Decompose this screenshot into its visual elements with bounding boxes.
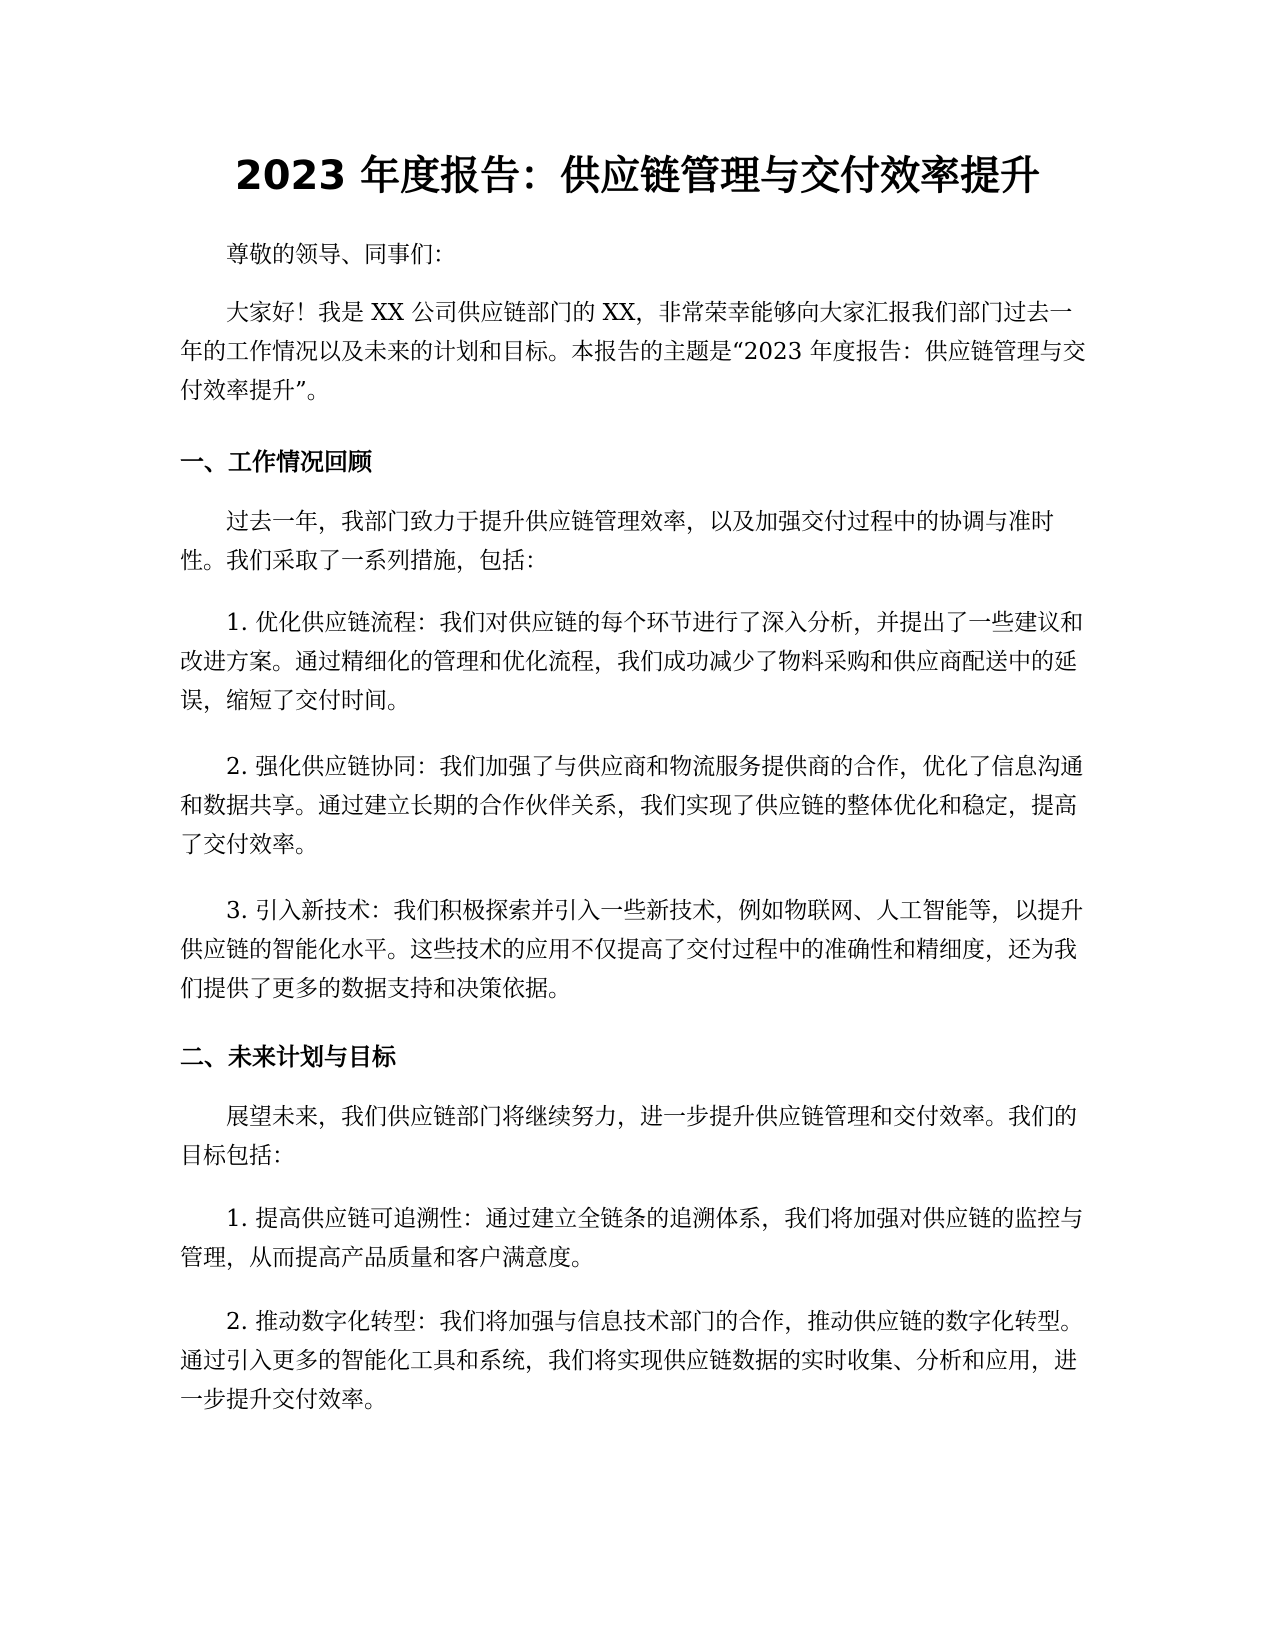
section1-list-item: 1. 优化供应链流程：我们对供应链的每个环节进行了深入分析，并提出了一些建议和改进方案。通过精细化的管理和优化流程，我们成功减少了物料采购和供应商配送中的延误，缩短了交付时间。: [180, 610, 1084, 714]
section-heading-future-plans: 二、未来计划与目标: [180, 1043, 396, 1071]
greeting: 尊敬的领导、同事们：: [226, 242, 456, 268]
document-title: 2023 年度报告：供应链管理与交付效率提升: [234, 153, 1041, 199]
section2-list-item: 1. 提高供应链可追溯性：通过建立全链条的追溯体系，我们将加强对供应链的监控与管理，从而提高产品质量和客户满意度。: [180, 1206, 1084, 1271]
section2-list-item: 2. 推动数字化转型：我们将加强与信息技术部门的合作，推动供应链的数字化转型。通过引入更多的智能化工具和系统，我们将实现供应链数据的实时收集、分析和应用，进一步提升交付效率。: [180, 1309, 1084, 1413]
section1-list-item: 2. 强化供应链协同：我们加强了与供应商和物流服务提供商的合作，优化了信息沟通和数据共享。通过建立长期的合作伙伴关系，我们实现了供应链的整体优化和稳定，提高了交付效率。: [180, 754, 1084, 858]
section1-intro-paragraph: 过去一年，我部门致力于提升供应链管理效率，以及加强交付过程中的协调与准时性。我们采取了一系列措施，包括：: [180, 509, 1054, 574]
intro-paragraph: 大家好！我是 XX 公司供应链部门的 XX，非常荣幸能够向大家汇报我们部门过去一年的工作情况以及未来的计划和目标。本报告的主题是“2023 年度报告：供应链管理与交付效率提升”。: [180, 300, 1086, 404]
section-heading-work-review: 一、工作情况回顾: [180, 448, 372, 476]
section2-intro-paragraph: 展望未来，我们供应链部门将继续努力，进一步提升供应链管理和交付效率。我们的目标包括：: [180, 1104, 1077, 1169]
section1-list-item: 3. 引入新技术：我们积极探索并引入一些新技术，例如物联网、人工智能等，以提升供应链的智能化水平。这些技术的应用不仅提高了交付过程中的准确性和精细度，还为我们提供了更多的数据支持和决策依据。: [180, 898, 1084, 1002]
